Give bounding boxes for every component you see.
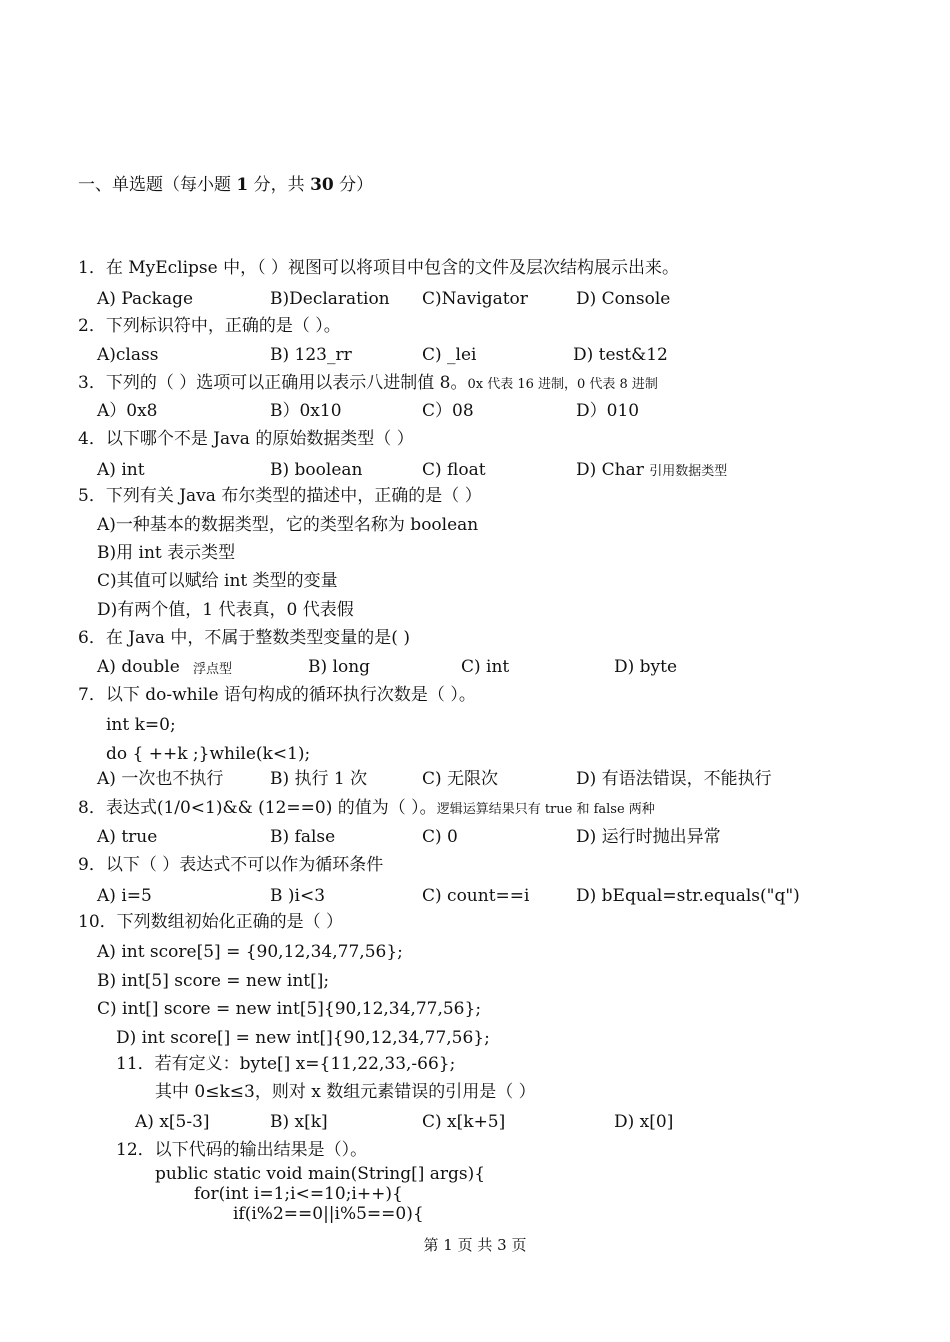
option-a: A)一种基本的数据类型，它的类型名称为 boolean: [97, 515, 479, 535]
option-c: C)其值可以赋给 int 类型的变量: [97, 571, 338, 591]
question-stem: 5．下列有关 Java 布尔类型的描述中，正确的是（ ）: [78, 486, 482, 506]
code-line: for(int i=1;i<=10;i++){: [194, 1184, 403, 1204]
handwritten-note: 浮点型: [193, 662, 233, 677]
option-c: C) float: [422, 460, 486, 480]
question-stem: 7．以下 do-while 语句构成的循环执行次数是（ ）。: [78, 685, 476, 705]
option-d: D) int score[] = new int[]{90,12,34,77,56};: [116, 1028, 490, 1048]
option-d: D) test&12: [573, 345, 668, 365]
option-d: D) x[0]: [614, 1112, 674, 1132]
handwritten-note: 引用数据类型: [649, 464, 728, 479]
option-c: C）08: [422, 401, 474, 421]
option-b: B) 执行 1 次: [270, 769, 368, 789]
question-stem: 2．下列标识符中，正确的是（ ）。: [78, 316, 341, 336]
option-c: C) x[k+5]: [422, 1112, 506, 1132]
option-a: A) 一次也不执行: [97, 769, 224, 789]
option-b: B) 123_rr: [270, 345, 352, 365]
option-d: D) Console: [576, 289, 671, 309]
question-stem-continued: 其中 0≤k≤3，则对 x 数组元素错误的引用是（ ）: [155, 1082, 536, 1102]
option-a: A）0x8: [97, 401, 158, 421]
question-stem: 11．若有定义：byte[] x={11,22,33,-66};: [116, 1054, 456, 1074]
option-b: B）0x10: [270, 401, 342, 421]
option-c: C)Navigator: [422, 289, 528, 309]
handwritten-note: 0x 代表 16 进制，0 代表 8 进制: [467, 377, 658, 392]
option-d: D) Char 引用数据类型: [576, 460, 728, 480]
option-d: D) bEqual=str.equals("q"): [576, 886, 800, 906]
option-b: B) long: [308, 657, 371, 677]
handwritten-note: 逻辑运算结果只有 true 和 false 两种: [436, 802, 655, 817]
option-c: C) count==i: [422, 886, 530, 906]
question-stem: 12．以下代码的输出结果是（）。: [116, 1140, 368, 1160]
option-a: A) double: [97, 657, 180, 677]
option-a: A) true: [97, 827, 158, 847]
option-a: A) i=5: [97, 886, 152, 906]
option-a: A) Package: [97, 289, 194, 309]
code-line: int k=0;: [106, 715, 176, 735]
code-line: public static void main(String[] args){: [155, 1164, 486, 1184]
option-c: C) _lei: [422, 345, 477, 365]
option-c: C) 无限次: [422, 769, 499, 789]
option-d: D) byte: [614, 657, 678, 677]
question-stem: 1．在 MyEclipse 中，（ ）视图可以将项目中包含的文件及层次结构展示出来。: [78, 258, 680, 278]
code-line: if(i%2==0||i%5==0){: [233, 1204, 424, 1224]
option-d: D)有两个值，1 代表真，0 代表假: [97, 600, 354, 620]
option-b: B) false: [270, 827, 336, 847]
question-stem: 4．以下哪个不是 Java 的原始数据类型（ ）: [78, 429, 414, 449]
code-line: do { ++k ;}while(k<1);: [106, 744, 311, 764]
option-c: C) int[] score = new int[5]{90,12,34,77,56};: [97, 999, 482, 1019]
option-a: A) int: [97, 460, 145, 480]
section-title: 一、单选题（每小题 1 分，共 30 分）: [78, 175, 374, 195]
option-d: D) 运行时抛出异常: [576, 827, 721, 847]
option-b: B)用 int 表示类型: [97, 543, 236, 563]
option-d: D) 有语法错误，不能执行: [576, 769, 772, 789]
option-a: A)class: [97, 345, 159, 365]
option-a: A) int score[5] = {90,12,34,77,56};: [97, 942, 403, 962]
option-b: B) boolean: [270, 460, 363, 480]
option-a: A) x[5-3]: [135, 1112, 210, 1132]
option-d: D）010: [576, 401, 640, 421]
option-b: B) x[k]: [270, 1112, 328, 1132]
question-stem: 9．以下（ ）表达式不可以作为循环条件: [78, 855, 384, 875]
option-c: C) int: [461, 657, 510, 677]
question-stem: 10．下列数组初始化正确的是（ ）: [78, 912, 344, 932]
option-c: C) 0: [422, 827, 458, 847]
option-b: B )i<3: [270, 886, 326, 906]
option-b: B)Declaration: [270, 289, 390, 309]
option-b: B) int[5] score = new int[];: [97, 971, 330, 991]
question-stem: 8．表达式(1/0<1)&& (12==0) 的值为（ ）。逻辑运算结果只有 true 和 false 两种: [78, 798, 655, 818]
question-stem: 3．下列的（ ）选项可以正确用以表示八进制值 8。0x 代表 16 进制，0 代表 8 进制: [78, 373, 658, 393]
page-footer: 第 1 页 共 3 页: [423, 1236, 527, 1254]
question-stem: 6．在 Java 中，不属于整数类型变量的是( ): [78, 628, 410, 648]
